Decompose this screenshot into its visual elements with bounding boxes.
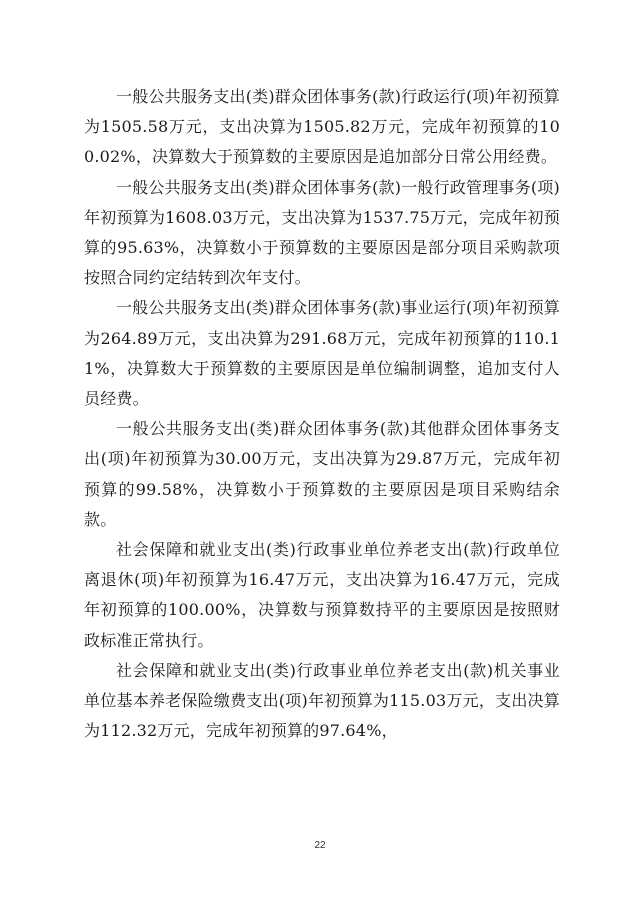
paragraph-retirement-admin: 社会保障和就业支出(类)行政事业单位养老支出(款)行政单位离退休(项)年初预算为16.47万元，支出决算为16.47万元，完成年初预算的100.00%，决算数与预算数持平的主要原因是按照财政标准正常执行。: [84, 540, 560, 650]
paragraph-pension-insurance: 社会保障和就业支出(类)行政事业单位养老支出(款)机关事业单位基本养老保险缴费支出(项)年初预算为115.03万元，支出决算为112.32万元，完成年初预算的97.64%，: [84, 660, 560, 741]
paragraph-admin-operation: 一般公共服务支出(类)群众团体事务(款)行政运行(项)年初预算为1505.58万元，支出决算为1505.82万元，完成年初预算的100.02%，决算数大于预算数的主要原因是追加部分日常公用经费。: [84, 87, 560, 167]
paragraph-general-admin-affairs: 一般公共服务支出(类)群众团体事务(款)一般行政管理事务(项)年初预算为1608.03万元，支出决算为1537.75万元，完成年初预算的95.63%，决算数小于预算数的主要原因是部分项目采购款项按照合同约定结转到次年支付。: [84, 177, 560, 288]
body-text: [84, 82, 560, 746]
paragraph-public-institution-operation: 一般公共服务支出(类)群众团体事务(款)事业运行(项)年初预算为264.89万元，支出决算为291.68万元，完成年初预算的110.11%，决算数大于预算数的主要原因是单位编制调整，追加支付人员经费。: [84, 298, 560, 409]
page-number: 22: [314, 840, 326, 851]
paragraph-other-group-affairs: 一般公共服务支出(类)群众团体事务(款)其他群众团体事务支出(项)年初预算为30.00万元，支出决算为29.87万元，完成年初预算的99.58%，决算数小于预算数的主要原因是项目采购结余款。: [84, 419, 560, 529]
